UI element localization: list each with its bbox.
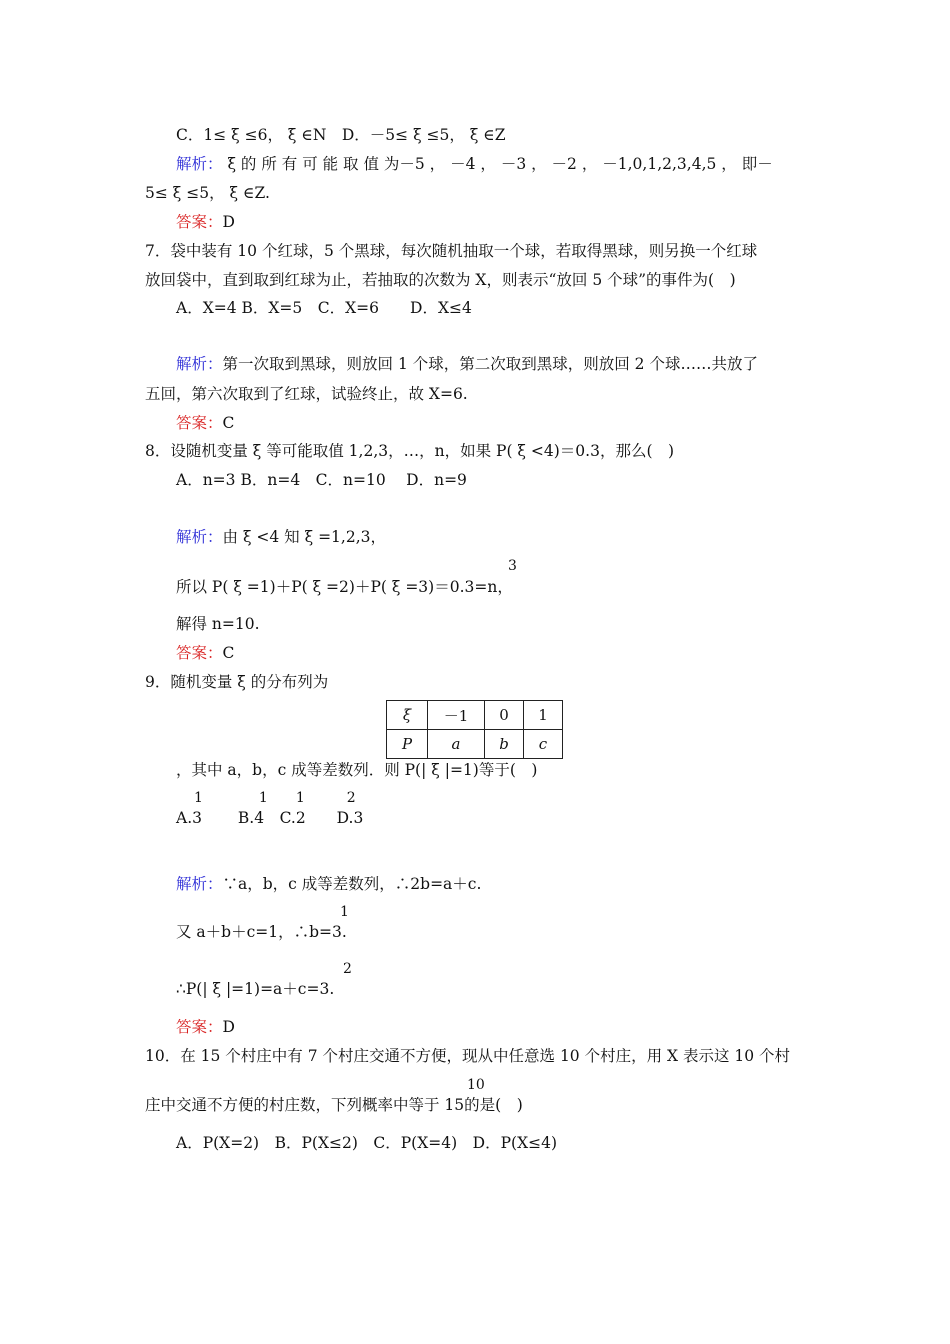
answer-label: 答案： bbox=[176, 1018, 223, 1036]
q9-stem-after: ，其中 a，b，c 成等差数列．则 P(| ξ |=1)等于( ) bbox=[176, 761, 538, 779]
table-cell: －1 bbox=[428, 701, 485, 730]
table-cell: b bbox=[485, 730, 524, 759]
table-cell: P bbox=[387, 730, 428, 759]
table-cell: 0 bbox=[485, 701, 524, 730]
q7-stem-line1: 7．袋中装有 10 个红球，5 个黑球，每次随机抽取一个球，若取得黑球，则另换一个红球 bbox=[145, 242, 758, 260]
q9-fraction1-numerator: 1 bbox=[340, 904, 349, 920]
q9-fraction2-numerator: 2 bbox=[343, 961, 352, 977]
answer-label: 答案： bbox=[176, 414, 223, 432]
q8-analysis-line3: 解得 n=10. bbox=[176, 615, 260, 633]
q8-options: A．n=3 B．n=4 C．n=10 D．n=9 bbox=[176, 471, 467, 489]
q8-answer-value: C bbox=[222, 644, 235, 662]
answer-label: 答案： bbox=[176, 644, 223, 662]
q7-stem-line2: 放回袋中，直到取到红球为止，若抽取的次数为 X，则表示“放回 5 个球”的事件为( ) bbox=[145, 271, 736, 289]
q9-options: A.3 B.4 C.2 D.3 bbox=[176, 809, 364, 827]
q10-fraction-numerator: 10 bbox=[467, 1077, 485, 1093]
q9-options-numerators: 1 1 1 2 bbox=[194, 790, 356, 806]
distribution-table bbox=[386, 700, 563, 759]
q9-stem: 9．随机变量 ξ 的分布列为 bbox=[145, 673, 329, 691]
q8-fraction-numerator: 3 bbox=[508, 558, 517, 574]
analysis-label: 解析： bbox=[176, 875, 223, 893]
table-row bbox=[387, 701, 563, 730]
q6-answer-value: D bbox=[222, 213, 235, 231]
table-cell: a bbox=[428, 730, 485, 759]
table-cell: ξ bbox=[387, 701, 428, 730]
q6-analysis-text1: ξ 的 所 有 可 能 取 值 为－5 ， －4 ， －3 ， －2 ， －1,0,1,2,3,4,5 ， 即－ bbox=[222, 155, 773, 173]
q8-answer bbox=[176, 643, 234, 663]
analysis-label: 解析： bbox=[176, 355, 223, 373]
table-row bbox=[387, 730, 563, 759]
q8-analysis-text1: 由 ξ <4 知 ξ =1,2,3， bbox=[222, 528, 386, 546]
q9-answer-value: D bbox=[222, 1018, 235, 1036]
table-cell: 1 bbox=[524, 701, 563, 730]
q6-answer bbox=[176, 212, 235, 232]
q7-analysis-line1 bbox=[176, 354, 758, 374]
q10-options: A．P(X=2) B．P(X≤2) C．P(X=4) D．P(X≤4) bbox=[176, 1134, 557, 1152]
q6-options-cd: C．1≤ ξ ≤6， ξ ∈N D．－5≤ ξ ≤5， ξ ∈Z bbox=[176, 126, 506, 144]
q8-stem: 8．设随机变量 ξ 等可能取值 1,2,3，…，n，如果 P( ξ <4)＝0.3，那么( ) bbox=[145, 442, 675, 460]
q9-analysis-line3: ∴P(| ξ |=1)=a＋c=3. bbox=[176, 980, 335, 998]
q10-stem-line2: 庄中交通不方便的村庄数，下列概率中等于 15的是( ) bbox=[145, 1096, 523, 1114]
q8-analysis-line1 bbox=[176, 527, 386, 547]
q9-analysis-line1 bbox=[176, 874, 481, 894]
q7-answer-value: C bbox=[222, 414, 235, 432]
analysis-label: 解析： bbox=[176, 528, 223, 546]
q7-analysis-line2: 五回，第六次取到了红球，试验终止，故 X=6. bbox=[145, 385, 468, 403]
q6-analysis-line1 bbox=[176, 154, 773, 174]
q9-analysis-text1: ∵a，b，c 成等差数列，∴2b=a＋c. bbox=[222, 875, 482, 893]
q7-options: A．X=4 B．X=5 C．X=6 D．X≤4 bbox=[176, 299, 472, 317]
q9-answer bbox=[176, 1017, 235, 1037]
analysis-label: 解析： bbox=[176, 155, 223, 173]
table-cell: c bbox=[524, 730, 563, 759]
q7-analysis-text1: 第一次取到黑球，则放回 1 个球，第二次取到黑球，则放回 2 个球……共放了 bbox=[222, 355, 758, 373]
q8-analysis-line2: 所以 P( ξ =1)＋P( ξ =2)＋P( ξ =3)＝0.3=n， bbox=[176, 578, 513, 596]
answer-label: 答案： bbox=[176, 213, 223, 231]
q7-answer bbox=[176, 413, 234, 433]
q10-stem-line1: 10．在 15 个村庄中有 7 个村庄交通不方便，现从中任意选 10 个村庄，用 X 表示这 10 个村 bbox=[145, 1047, 791, 1065]
q9-analysis-line2: 又 a＋b＋c=1，∴b=3. bbox=[176, 923, 347, 941]
q6-analysis-line2: 5≤ ξ ≤5， ξ ∈Z. bbox=[145, 184, 270, 202]
